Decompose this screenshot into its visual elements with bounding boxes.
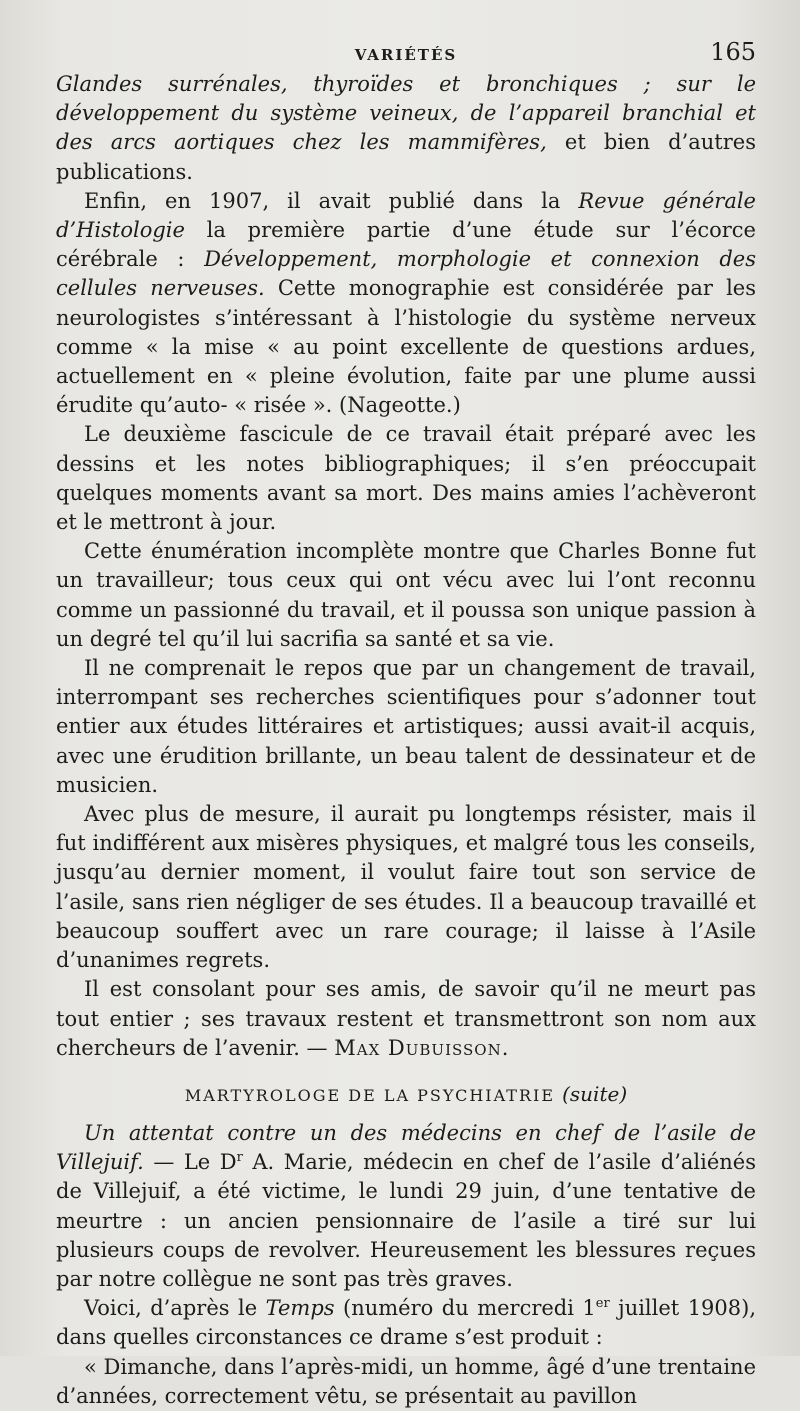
paragraph-3: Le deuxième fascicule de ce travail était préparé avec les dessins et les notes bibliographiques; il s’en préoccupait quelques moments avant sa mort. Des mains amies l’achèveront et le mettront à jour.	[56, 422, 756, 535]
paragraph-7: Il est consolant pour ses amis, de savoir qu’il ne meurt pas tout entier ; ses travaux restent et transmettront son nom aux chercheurs de l’avenir. — Max Dubuisson.	[56, 977, 756, 1060]
paragraph-5: Il ne comprenait le repos que par un changement de travail, interrompant ses recherches scientifiques pour s’adonner tout entier aux études littéraires et artistiques; aussi avait-il acquis, avec une érudition brillante, un beau talent de dessinateur et de musicien.	[56, 656, 756, 797]
section-suite: (suite)	[562, 1081, 628, 1106]
body-text	[56, 70, 756, 1411]
journal-title: Revue générale d’Histologie	[56, 188, 756, 243]
author-signature: Max Dubuisson.	[334, 1035, 510, 1060]
article-heading: Un attentat contre un des médecins en chef de l’asile de Villejuif.	[56, 1120, 756, 1175]
page-number: 165	[710, 38, 756, 66]
article-paragraph-2: Voici, d’après le Temps (numéro du mercredi 1er juillet 1908), dans quelles circonstances ce drame s’est produit :	[56, 1296, 757, 1350]
study-subject: Développement, morphologie et connexion des cellules nerveuses.	[56, 247, 756, 301]
section-heading: MARTYROLOGE DE LA PSYCHIATRIE (suite)	[184, 1081, 628, 1106]
article-paragraph-3: « Dimanche, dans l’après-midi, un homme, âgé d’une trentaine d’années, correctement vêtu, se présentait au pavillon	[56, 1354, 756, 1408]
running-title: VARIÉTÉS	[354, 46, 458, 64]
paragraph-1: Glandes surrénales, thyroïdes et bronchiques ; sur le développement du système veineux, de l’appareil branchial et des arcs aortiques chez les mammifères, et bien d’autres publications.	[56, 72, 756, 184]
publication-titles: Glandes surrénales, thyroïdes et bronchiques ; sur le développement du système veineux, de l’appareil branchial et des arcs aortiques chez les mammifères,	[56, 72, 756, 155]
running-head	[56, 30, 756, 70]
paragraph-6: Avec plus de mesure, il aurait pu longtemps résister, mais il fut indifférent aux misères physiques, et malgré tous les conseils, jusqu’au dernier moment, il voulut faire tout son service de l’asile, sans rien négliger de ses études. Il a beaucoup travaillé et beaucoup souffert avec un rare courage; il laisse à l’Asile d’unanimes regrets.	[56, 802, 756, 973]
paragraph-4: Cette énumération incomplète montre que Charles Bonne fut un travailleur; tous ceux qui ont vécu avec lui l’ont reconnu comme un passionné du travail, et il poussa son unique passion à un degré tel qu’il lui sacrifia sa santé et sa vie.	[56, 539, 756, 651]
paragraph-2: Enfin, en 1907, il avait publié dans la Revue générale d’Histologie la première partie d’une étude sur l’écorce cérébrale : Développement, morphologie et connexion des cellules nerveuses. Cette monographie est considérée par les neurologistes s’intéressant à l’histologie du système nerveux comme « la mise « au point excellente de questions ardues, actuellement en « pleine évolution, faite par une plume aussi érudite qu’auto- « risée ». (Nageotte.)	[56, 188, 756, 418]
article-paragraph-1: Un attentat contre un des médecins en chef de l’asile de Villejuif. — Le $D^r$ A. Marie, médecin en chef de l’asile d’aliénés de Villejuif, a été victime, le lundi 29 juin, d’une tentative de meurtre : un ancien pensionnaire de l’asile a tiré sur lui plusieurs coups de revolver. Heureusement les blessures reçues par notre collègue ne sont pas très graves.	[56, 1120, 756, 1291]
newspaper-title: Temps	[265, 1296, 335, 1321]
